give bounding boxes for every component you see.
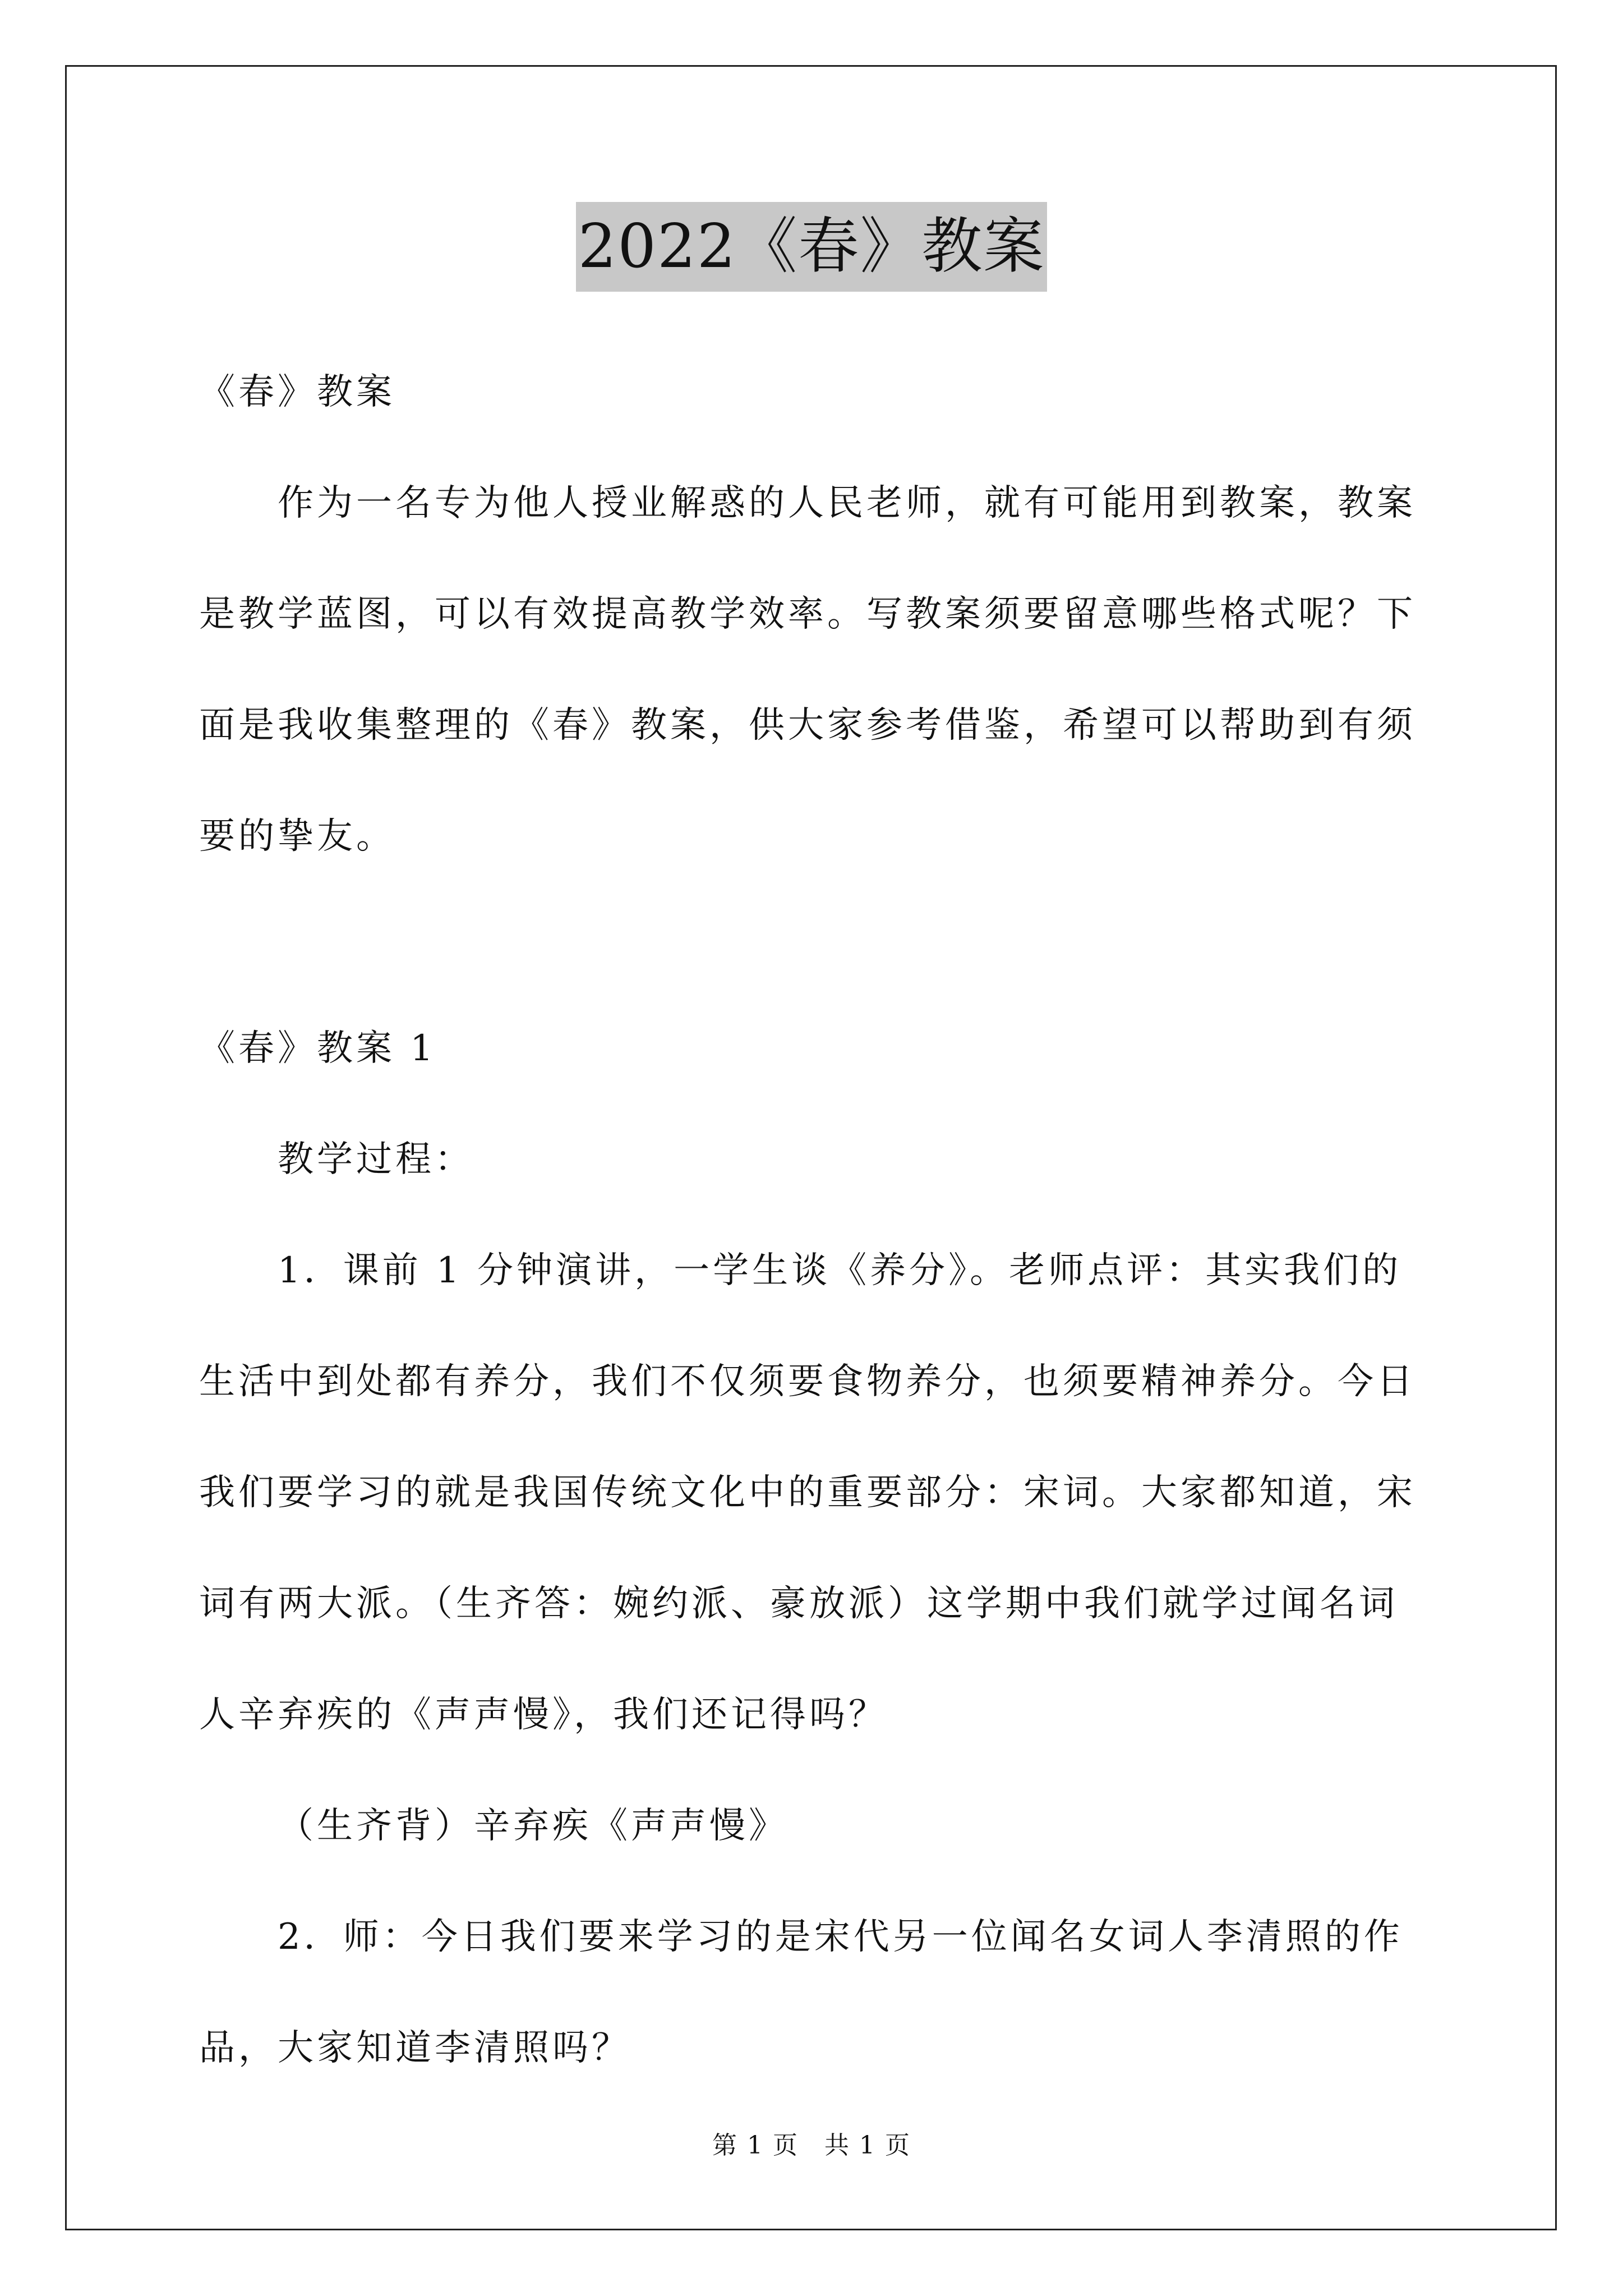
recitation-paragraph: （生齐背）辛弃疾《声声慢》	[278, 1805, 788, 1847]
document-title: 2022《春》教案	[576, 202, 1048, 292]
section-heading: 《春》教案 1	[199, 1028, 437, 1069]
intro-paragraph: 作为一名专为他人授业解惑的人民老师，就有可能用到教案，教案是教学蓝图，可以有效提高教学效率。写教案须要留意哪些格式呢？下面是我收集整理的《春》教案，供大家参考借鉴，希望可以帮助到有须要的挚友。	[199, 482, 1416, 857]
page-footer: 第 1 页 共 1 页	[712, 2131, 911, 2160]
section-gap	[199, 892, 1433, 993]
title-container	[0, 202, 1623, 292]
document-body	[199, 337, 1433, 2104]
teaching-process-label: 教学过程：	[278, 1139, 474, 1180]
step-two-paragraph: 2．师：今日我们要来学习的是宋代另一位闻名女词人李清照的作品，大家知道李清照吗？	[199, 1916, 1403, 2069]
step-one-paragraph: 1．课前 1 分钟演讲，一学生谈《养分》。老师点评：其实我们的生活中到处都有养分，我们不仅须要食物养分，也须要精神养分。今日我们要学习的就是我国传统文化中的重要部分：宋词。大家都知道，宋词有两大派。（生齐答：婉约派、豪放派）这学期中我们就学过闻名词人辛弃疾的《声声慢》，我们还记得吗？	[199, 1250, 1416, 1736]
intro-heading: 《春》教案	[199, 371, 395, 413]
